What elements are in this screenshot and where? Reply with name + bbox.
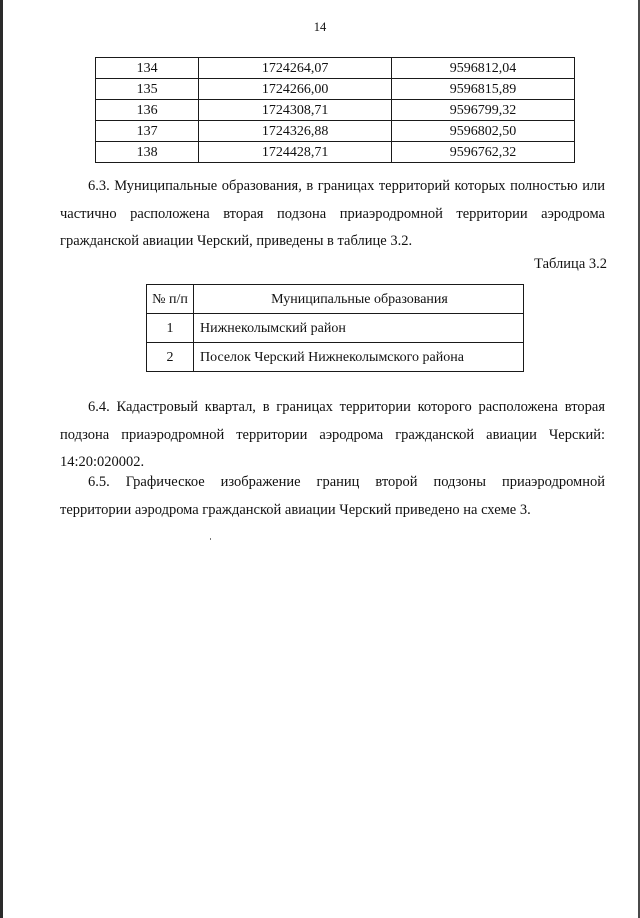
scan-edge-left [0, 0, 3, 918]
scan-speck [210, 538, 211, 540]
coordinate-x: 1724428,71 [199, 142, 392, 163]
point-number: 138 [96, 142, 199, 163]
table-row [147, 343, 524, 372]
coordinate-y: 9596815,89 [392, 79, 575, 100]
coordinates-table [95, 57, 575, 163]
paragraph-6-3: 6.3. Муниципальные образования, в границах территорий которых полностью или частично расположена вторая подзона приаэродромной территории аэродрома гражданской авиации Черский, приведены в таблице 3.2. [60, 178, 605, 249]
table-row [96, 58, 575, 79]
header-name: Муниципальные образования [194, 285, 524, 314]
coordinate-y: 9596812,04 [392, 58, 575, 79]
table-caption: Таблица 3.2 [534, 256, 607, 272]
paragraph-6-4: 6.4. Кадастровый квартал, в границах территории которого расположена вторая подзона приаэродромной территории аэродрома гражданской авиации Черский: 14:20:020002. [60, 399, 605, 470]
coordinate-y: 9596799,32 [392, 100, 575, 121]
table-row [96, 79, 575, 100]
table-header-row [147, 285, 524, 314]
coordinate-y: 9596802,50 [392, 121, 575, 142]
municipalities-table [146, 284, 524, 372]
point-number: 134 [96, 58, 199, 79]
municipality-name: Поселок Черский Нижнеколымского района [194, 343, 524, 372]
municipality-name: Нижнеколымский район [194, 314, 524, 343]
coordinate-x: 1724264,07 [199, 58, 392, 79]
header-number: № п/п [147, 285, 194, 314]
table-row [96, 142, 575, 163]
coordinate-x: 1724266,00 [199, 79, 392, 100]
table-row [96, 121, 575, 142]
coordinate-x: 1724326,88 [199, 121, 392, 142]
coordinate-y: 9596762,32 [392, 142, 575, 163]
paragraph-6-5: 6.5. Графическое изображение границ второй подзоны приаэродромной территории аэродрома гражданской авиации Черский приведено на схеме 3. [60, 474, 605, 518]
coordinate-x: 1724308,71 [199, 100, 392, 121]
point-number: 137 [96, 121, 199, 142]
row-number: 2 [147, 343, 194, 372]
row-number: 1 [147, 314, 194, 343]
point-number: 136 [96, 100, 199, 121]
table-row [147, 314, 524, 343]
table-row [96, 100, 575, 121]
page-number: 14 [313, 20, 327, 34]
point-number: 135 [96, 79, 199, 100]
